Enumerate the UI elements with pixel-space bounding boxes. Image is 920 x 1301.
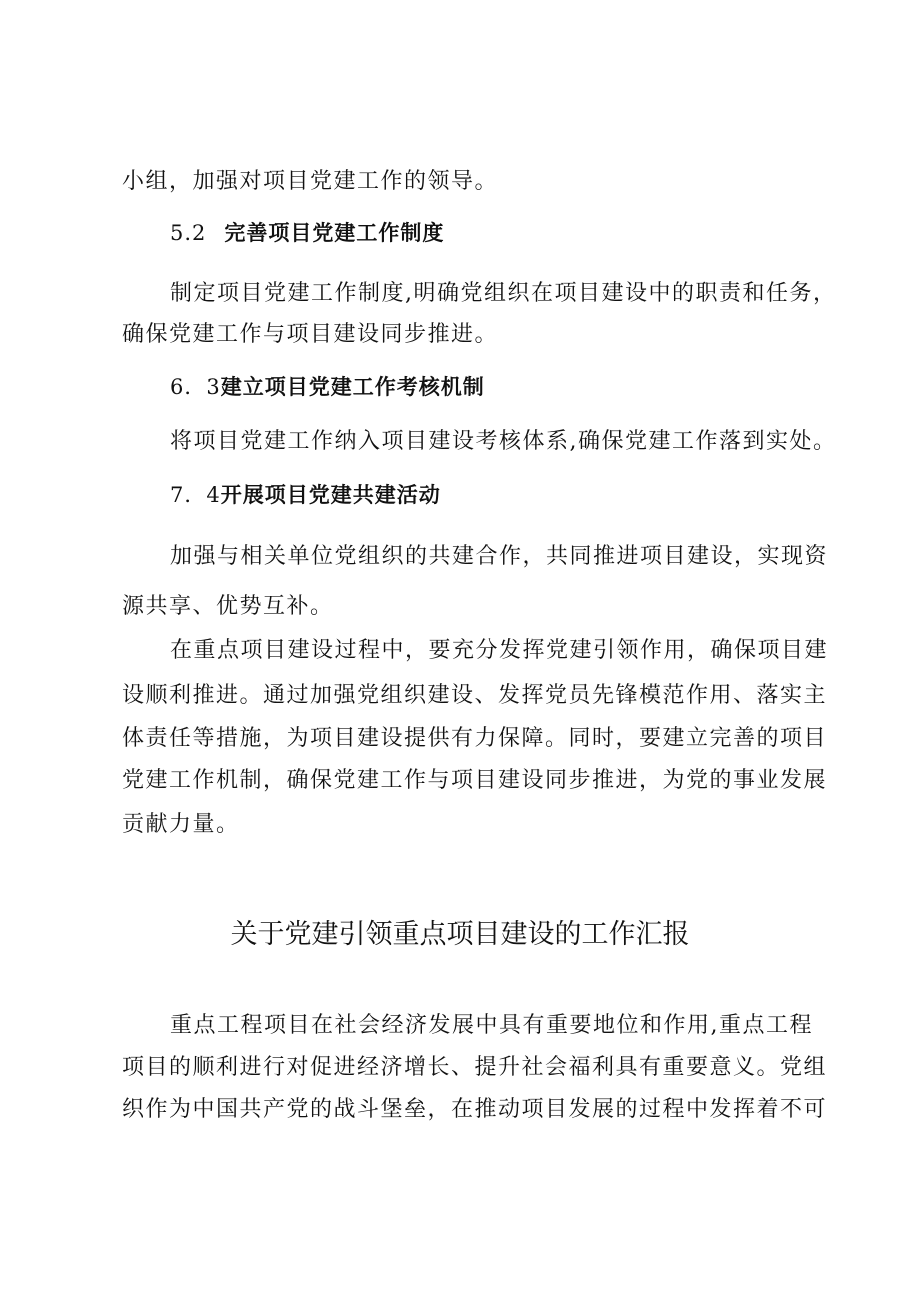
section-title: 完善项目党建工作制度 [224, 220, 445, 245]
section-heading-5-2 [170, 218, 444, 248]
paragraph-line: 将项目党建工作纳入项目建设考核体系,确保党建工作落到实处。 [170, 429, 837, 454]
section-heading-6-3 [170, 372, 485, 402]
section-title: 开展项目党建共建活动 [220, 482, 441, 507]
paragraph-line: 贡献力量。 [122, 812, 240, 837]
paragraph-line: 在重点项目建设过程中，要充分发挥党建引领作用，确保项目建 [170, 638, 829, 663]
paragraph-line: 加强与相关单位党组织的共建合作，共同推进项目建设，实现资 [170, 544, 829, 569]
paragraph-line: 体责任等措施，为项目建设提供有力保障。同时，要建立完善的项目 [122, 726, 828, 751]
paragraph-line: 织作为中国共产党的战斗堡垒，在推动项目发展的过程中发挥着不可 [122, 1097, 828, 1122]
section-number: 6．3 [170, 375, 221, 399]
paragraph-line: 源共享、优势互补。 [122, 594, 334, 619]
paragraph-line: 重点工程项目在社会经济发展中具有重要地位和作用,重点工程 [170, 1013, 813, 1038]
section-number: 7．4 [170, 483, 221, 507]
paragraph-line: 项目的顺利进行对促进经济增长、提升社会福利具有重要意义。党组 [122, 1055, 828, 1080]
paragraph-line: 制定项目党建工作制度,明确党组织在项目建设中的职责和任务， [170, 281, 837, 306]
document-title: 关于党建引领重点项目建设的工作汇报 [230, 919, 690, 950]
paragraph-line: 小组，加强对项目党建工作的领导。 [122, 169, 499, 194]
paragraph-line: 党建工作机制，确保党建工作与项目建设同步推进，为党的事业发展 [122, 768, 828, 793]
section-title: 建立项目党建工作考核机制 [220, 374, 485, 399]
paragraph-line: 确保党建工作与项目建设同步推进。 [122, 322, 499, 347]
section-number: 5.2 [170, 221, 207, 245]
section-heading-7-4 [170, 480, 441, 510]
paragraph-line: 设顺利推进。通过加强党组织建设、发挥党员先锋模范作用、落实主 [122, 683, 828, 708]
